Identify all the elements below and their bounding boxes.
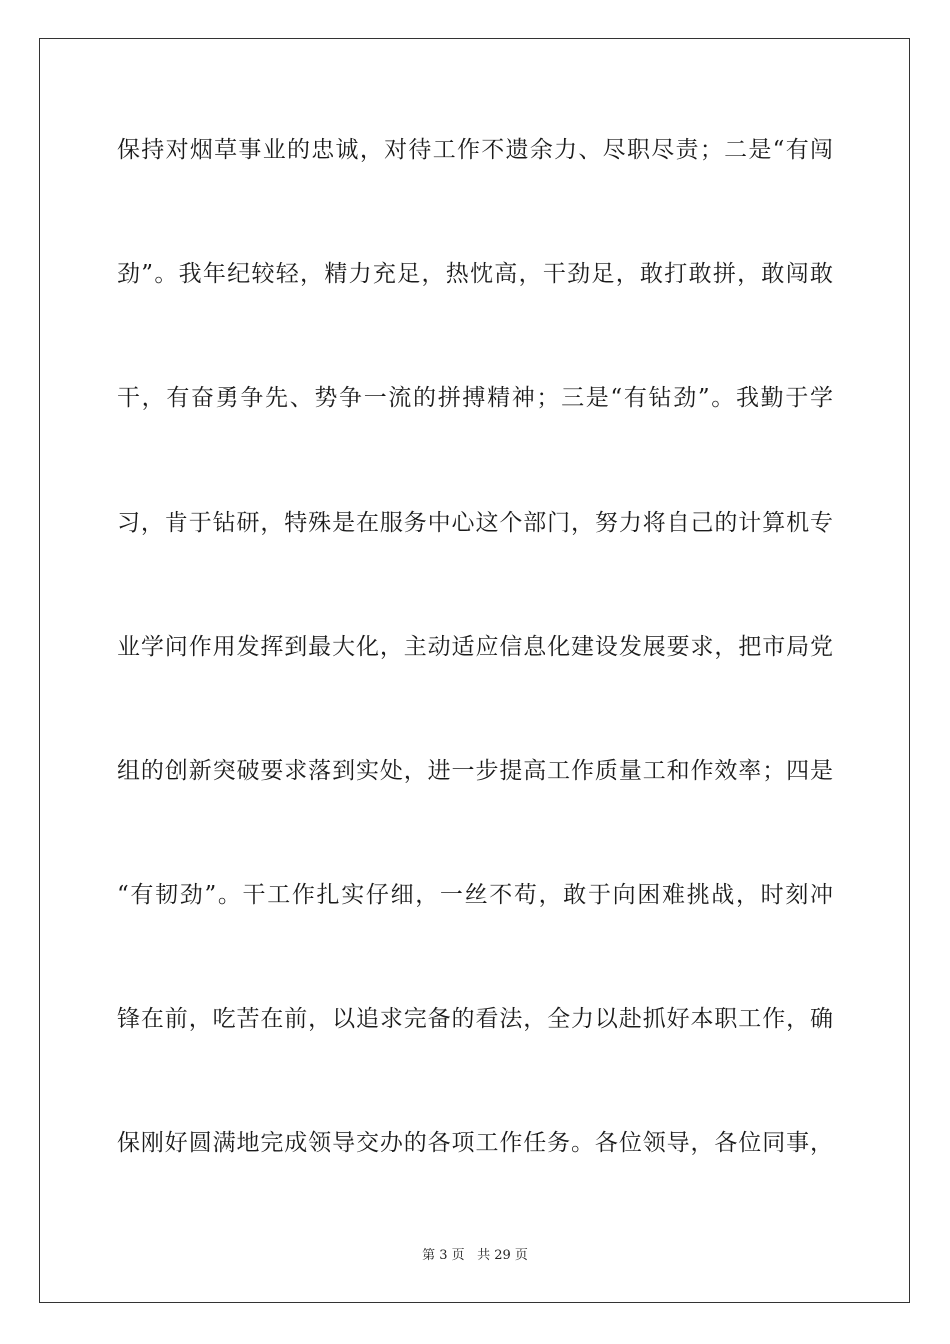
text-line: 组的创新突破要求落到实处，进一步提高工作质量工和作效率；四是 xyxy=(117,758,833,784)
text-line: 锋在前，吃苦在前，以追求完备的看法，全力以赴抓好本职工作，确 xyxy=(117,1006,833,1032)
text-line: 业学问作用发挥到最大化，主动适应信息化建设发展要求，把市局党 xyxy=(117,634,833,660)
text-line: 干，有奋勇争先、势争一流的拼搏精神；三是“有钻劲”。我勤于学 xyxy=(117,385,833,411)
page-border xyxy=(39,38,910,1303)
text-line: 劲”。我年纪较轻，精力充足，热忱高，干劲足，敢打敢拼，敢闯敢 xyxy=(117,261,833,287)
text-line: 保刚好圆满地完成领导交办的各项工作任务。各位领导，各位同事， xyxy=(117,1130,833,1156)
text-line: “有韧劲”。干工作扎实仔细，一丝不苟，敢于向困难挑战，时刻冲 xyxy=(117,882,833,908)
text-line: 习，肯于钻研，特殊是在服务中心这个部门，努力将自己的计算机专 xyxy=(117,510,833,536)
text-line: 保持对烟草事业的忠诚，对待工作不遗余力、尽职尽责；二是“有闯 xyxy=(117,137,833,163)
page-number: 第 3 页 xyxy=(422,1248,465,1263)
page-footer xyxy=(0,1247,950,1265)
page-total: 共 29 页 xyxy=(477,1248,528,1263)
